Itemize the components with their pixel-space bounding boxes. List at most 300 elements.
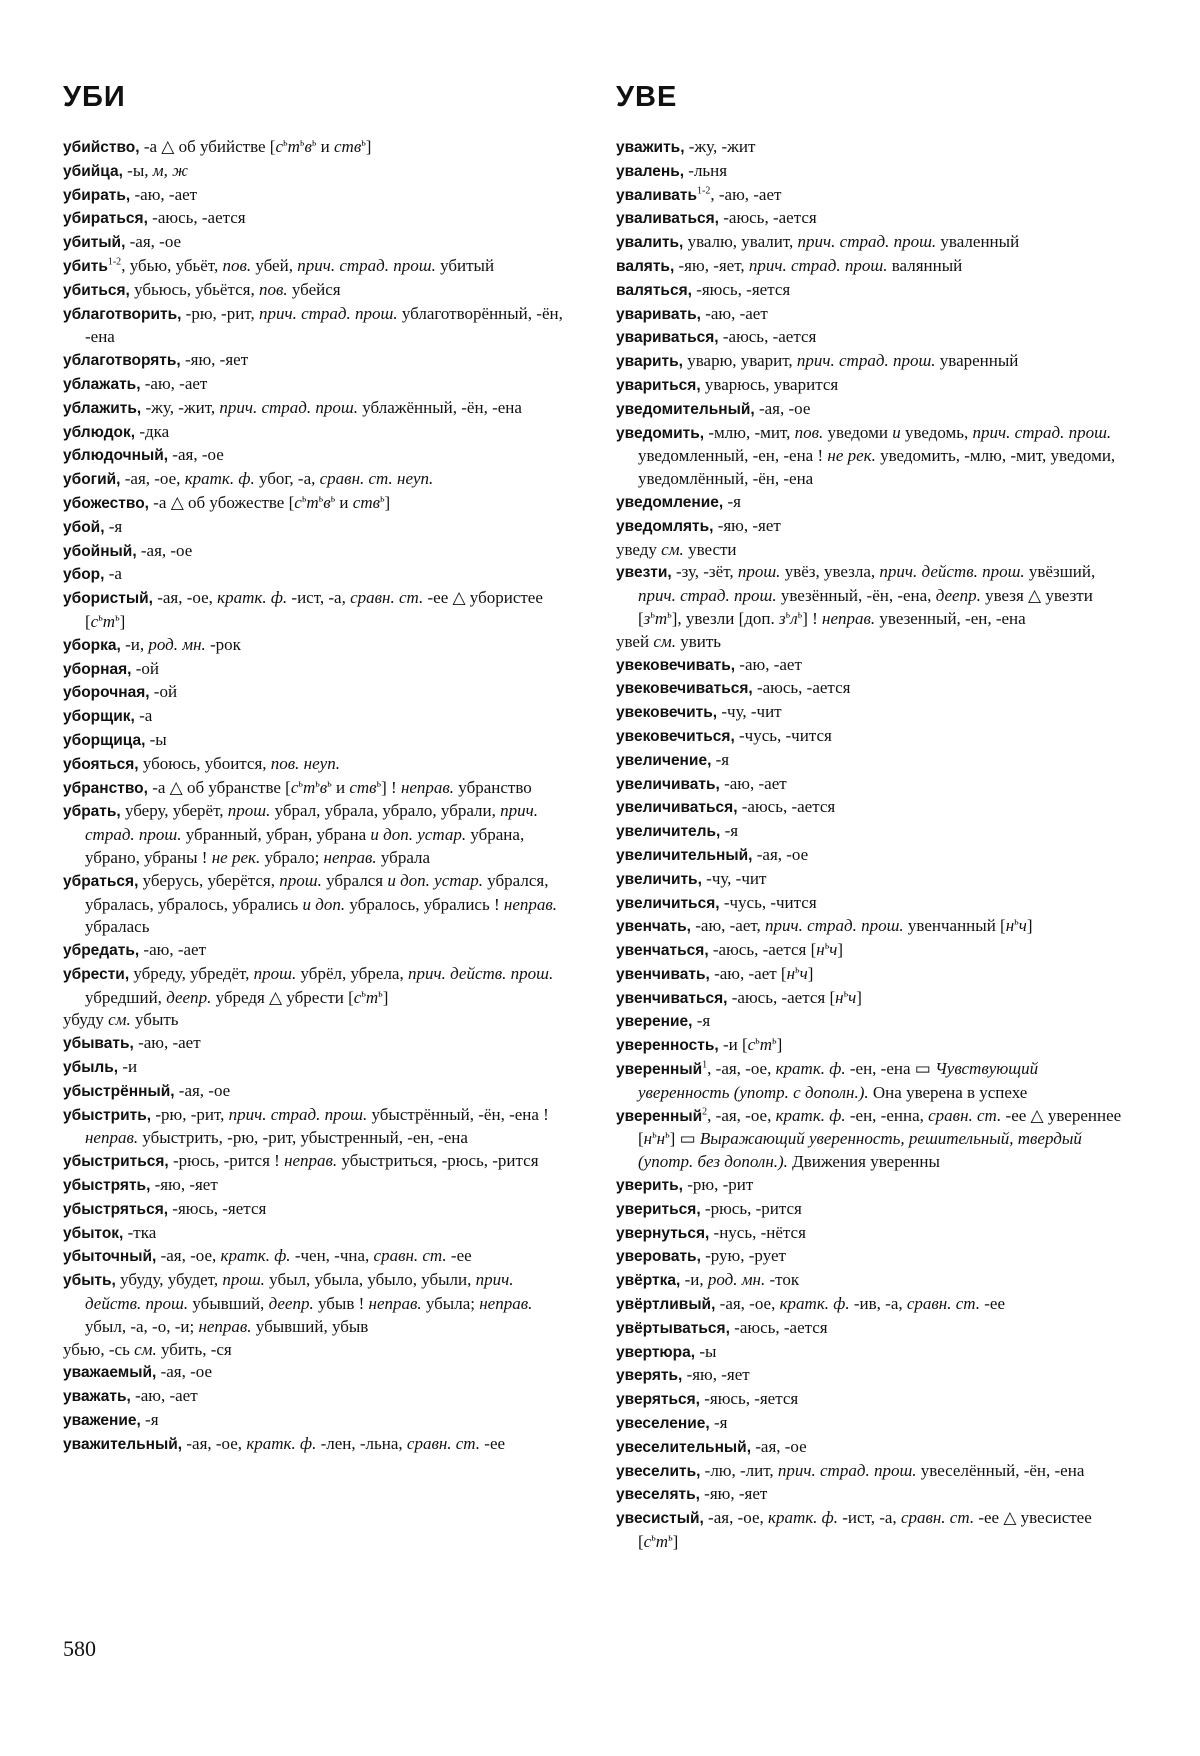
entry-text: -а: [134, 706, 153, 726]
headword: уверить,: [616, 1177, 683, 1195]
superscript: ь: [115, 612, 120, 624]
dictionary-entry: [63, 1269, 573, 1338]
grammar-note: прич. страд. прош.: [228, 1104, 368, 1124]
headword: ублюдок,: [63, 423, 136, 441]
entry-text: , убью, убьёт,: [121, 255, 223, 275]
entry-text: -ая, -ое: [136, 540, 193, 560]
headword: убираться,: [63, 210, 148, 228]
grammar-note: прич. страд. прош.: [765, 916, 904, 936]
grammar-note: кратк. ф.: [184, 469, 255, 489]
headword: увенчиваться,: [616, 989, 728, 1007]
grammar-note: ств: [349, 777, 377, 797]
grammar-note: н: [835, 987, 844, 1007]
grammar-note: прич. страд. прош.: [258, 303, 398, 323]
entry-text: -рюсь, -рится !: [168, 1151, 285, 1171]
headword: увенчивать,: [616, 965, 710, 983]
entry-text: -и,: [680, 1270, 708, 1290]
entry-text: ]: [837, 940, 844, 960]
grammar-note: н: [656, 1129, 666, 1149]
dictionary-entry: [63, 184, 573, 208]
headword: убредать,: [63, 942, 140, 960]
headword: уваливать: [616, 186, 698, 204]
dictionary-entry: [63, 1056, 573, 1080]
entry-text: -рю, -рит,: [151, 1104, 229, 1124]
entry-text: ]: [672, 1532, 679, 1552]
entry-text: убралось, убрались !: [345, 894, 504, 914]
headword: убыстрить,: [63, 1106, 152, 1124]
entry-text: убывший,: [188, 1294, 269, 1314]
entry-text: , -ая, -ое,: [707, 1059, 776, 1079]
entry-text: ]: [776, 1035, 783, 1055]
entry-text: убранство: [454, 777, 532, 797]
entry-text: -аю, -ает: [140, 373, 208, 393]
entry-text: -аю, -ает [: [709, 963, 787, 983]
dictionary-entry: [616, 184, 1130, 208]
entry-text: -ая, -ое,: [156, 1246, 221, 1266]
headword: убрести,: [63, 965, 130, 983]
dictionary-entry: [63, 1433, 573, 1457]
entry-text: -чусь, -чится: [734, 725, 832, 745]
dictionary-entry: [616, 1341, 1130, 1365]
grammar-note: т: [306, 492, 319, 512]
superscript: ь: [327, 777, 332, 789]
grammar-note: ч: [799, 963, 808, 983]
headword: уборщица,: [63, 731, 146, 749]
dictionary-entry: [616, 1269, 1130, 1293]
entry-text: -яю, -яет,: [674, 255, 749, 275]
grammar-note: кратк. ф.: [768, 1508, 839, 1528]
dictionary-entry: [616, 1507, 1130, 1554]
headword: ублажать,: [63, 375, 141, 393]
dictionary-entry: [63, 255, 573, 279]
entry-text: -ая, -ое: [754, 398, 811, 418]
grammar-note: и доп. устар.: [370, 825, 467, 845]
dictionary-entry: [63, 207, 573, 231]
entry-text: убыстриться, -рюсь, -рится: [337, 1151, 539, 1171]
headword: увёртливый,: [616, 1296, 716, 1314]
headword: увертюра,: [616, 1343, 696, 1361]
headword: убыточный,: [63, 1248, 157, 1266]
entry-text: -ы,: [122, 160, 153, 180]
headword: уборная,: [63, 660, 132, 678]
entry-text: -яю, -яет: [699, 1484, 768, 1504]
dictionary-entry: [616, 820, 1130, 844]
grammar-note: Чувствующий уверенность (употр. с дополн.).: [638, 1059, 1039, 1102]
dictionary-entry: [616, 1364, 1130, 1388]
headword: уважительный,: [63, 1435, 183, 1453]
entry-text: увезенный, -ен, -ена: [875, 608, 1026, 628]
headword: увековечивать,: [616, 656, 736, 674]
entry-text: -я: [711, 749, 730, 769]
entry-text: -и,: [120, 634, 149, 654]
entry-text: убыв !: [313, 1294, 369, 1314]
entry-text: -я: [140, 1410, 159, 1430]
entry-text: убыл, убыла, убыло, убыли,: [264, 1270, 476, 1290]
headword: убыть,: [63, 1272, 116, 1290]
dictionary-entry: [616, 1317, 1130, 1341]
dictionary-entry: [616, 1198, 1130, 1222]
entry-text: -аюсь, -ается [: [727, 987, 836, 1007]
entry-text: убрала: [376, 847, 431, 867]
entry-text: -яю, -яет: [180, 350, 249, 370]
superscript: 1: [702, 1059, 708, 1071]
entry-text: -льня: [684, 160, 728, 180]
headword: уверенный: [616, 1061, 703, 1079]
headword: ублюдочный,: [63, 447, 169, 465]
entry-text: увёзший,: [1024, 562, 1096, 582]
grammar-note: не рек.: [827, 446, 876, 466]
entry-text: убог, -а,: [254, 469, 320, 489]
entry-text: -ее: [980, 1294, 1006, 1314]
grammar-note: неправ.: [368, 1294, 422, 1314]
dictionary-entry: [616, 749, 1130, 773]
headword: убор,: [63, 566, 105, 584]
headword: убыток,: [63, 1224, 124, 1242]
headword: уборочная,: [63, 684, 150, 702]
dictionary-entry: [63, 1198, 573, 1222]
dictionary-entry: [63, 444, 573, 468]
entry-text: -яю, -яет: [713, 515, 781, 535]
grammar-note: ств: [352, 492, 380, 512]
entry-text: -рую, -рует: [700, 1246, 786, 1266]
dictionary-entry: [63, 587, 573, 634]
dictionary-entry: [616, 631, 1130, 654]
entry-text: увей: [616, 631, 654, 651]
dictionary-entry: [616, 374, 1130, 398]
superscript: 1-2: [107, 256, 122, 268]
dictionary-entry: [616, 1412, 1130, 1436]
dictionary-entry: [63, 753, 573, 777]
superscript: ь: [668, 1532, 673, 1544]
superscript: ь: [378, 988, 383, 1000]
superscript: ь: [330, 493, 336, 505]
entry-text: убить, -ся: [156, 1339, 232, 1359]
dictionary-entry: [616, 915, 1130, 939]
entry-text: -аюсь, -ается: [729, 1317, 828, 1337]
entry-text: -ая, -ое: [156, 1362, 213, 1382]
entry-text: Она уверена в успехе: [868, 1082, 1028, 1102]
headword: увеличительный,: [616, 846, 753, 864]
entry-text: убрёл, убрела,: [296, 963, 408, 983]
grammar-note: кратк. ф.: [217, 588, 288, 608]
superscript: ь: [298, 777, 303, 789]
entry-text: ] ▭: [669, 1129, 700, 1149]
dictionary-entry: [63, 681, 573, 705]
headword: убыстряться,: [63, 1200, 169, 1218]
grammar-note: Выражающий уверенность, решительный, твердый (употр. без дополн.).: [638, 1129, 1082, 1172]
entry-text: убьюсь, убьётся,: [129, 279, 259, 299]
dictionary-entry: [63, 1080, 573, 1104]
dictionary-entry: [616, 939, 1130, 963]
entry-text: -аю, -ает: [700, 303, 768, 323]
right-running-header: УВЕ: [616, 81, 678, 113]
entry-text: -ен, -ена ▭: [845, 1059, 936, 1079]
grammar-note: прич. страд. прош.: [972, 422, 1112, 442]
entry-text: -я: [723, 491, 741, 511]
grammar-note: ств: [334, 137, 362, 156]
headword: валяться,: [616, 281, 692, 299]
dictionary-entry: [616, 1034, 1130, 1058]
entry-text: убрана, убрано, убраны !: [85, 825, 525, 867]
dictionary-entry: [63, 1032, 573, 1056]
entry-text: -ее: [480, 1433, 506, 1453]
dictionary-entry: [616, 160, 1130, 184]
entry-text: -ток: [765, 1270, 800, 1290]
entry-text: убыстрить, -рю, -рит, убыстренный, -ен, -ена: [138, 1128, 468, 1148]
headword: убранство,: [63, 779, 148, 797]
entry-text: убывший, убыв: [251, 1316, 369, 1336]
grammar-note: сравн. ст.: [350, 588, 424, 608]
superscript: ь: [667, 609, 672, 621]
headword: увековечиваться,: [616, 680, 753, 698]
entry-text: убрался, убралась, убралось, убрались: [85, 870, 549, 914]
headword: уваривать,: [616, 305, 701, 323]
grammar-note: сравн. ст. неуп.: [319, 469, 434, 489]
grammar-note: с: [643, 1532, 652, 1552]
entry-text: -ая, -ое: [752, 844, 809, 864]
entry-text: ублажённый, -ён, -ена: [357, 397, 522, 417]
headword: уверение,: [616, 1013, 693, 1031]
dictionary-entry: [63, 1245, 573, 1269]
grammar-note: т: [287, 137, 300, 156]
headword: уважать,: [63, 1388, 131, 1406]
dictionary-entry: [616, 491, 1130, 515]
dictionary-entry: [63, 963, 573, 1010]
headword: увериться,: [616, 1200, 701, 1218]
entry-text: ] !: [381, 777, 401, 797]
grammar-note: сравн. ст.: [900, 1508, 975, 1528]
entry-text: -аю, -ает: [735, 654, 802, 674]
grammar-note: т: [365, 987, 379, 1007]
headword: убыстрённый,: [63, 1082, 175, 1100]
superscript: ь: [651, 1532, 656, 1544]
superscript: ь: [1014, 916, 1019, 928]
entry-text: -аю, -ает,: [690, 916, 766, 936]
headword: увеличивать,: [616, 775, 720, 793]
entry-text: -аюсь, -ается: [718, 208, 817, 228]
dictionary-entry: [63, 1339, 573, 1362]
headword: увеселительный,: [616, 1438, 751, 1456]
headword: увеселить,: [616, 1462, 701, 1480]
entry-text: увезённый, -ён, -ена,: [776, 586, 936, 606]
grammar-note: прич. страд. прош.: [748, 255, 888, 275]
entry-text: -рюсь, -рится: [700, 1198, 802, 1218]
superscript: ь: [824, 940, 830, 952]
entry-text: -ая, -ое: [174, 1080, 231, 1100]
headword: ублаготворять,: [63, 352, 181, 370]
entry-text: уведомить, -млю, -мит, уведоми, уведомлённый, -ён, -ена: [638, 446, 1116, 489]
dictionary-entry: [63, 705, 573, 729]
headword: убыстрять,: [63, 1177, 151, 1195]
grammar-note: см.: [134, 1339, 157, 1359]
entry-text: и: [331, 777, 350, 797]
entry-text: увести: [683, 539, 737, 559]
entry-text: -чусь, -чится: [719, 892, 817, 912]
headword: убить: [63, 257, 108, 275]
dictionary-entry: [616, 1058, 1130, 1105]
grammar-note: ч: [829, 940, 838, 960]
headword: убиться,: [63, 281, 130, 299]
grammar-note: неправ.: [400, 777, 455, 797]
headword: убогий,: [63, 471, 121, 489]
left-entry-list: [63, 136, 573, 1457]
entry-text: -а △ об убранстве [: [147, 777, 291, 797]
dictionary-entry: [63, 800, 573, 869]
grammar-note: с: [90, 611, 99, 631]
headword: уверяться,: [616, 1391, 700, 1409]
superscript: ь: [376, 777, 382, 789]
grammar-note: неправ.: [85, 1128, 139, 1148]
dictionary-entry: [63, 279, 573, 303]
dictionary-entry: [616, 136, 1130, 160]
dictionary-entry: [63, 492, 573, 516]
entry-text: убитый: [435, 255, 495, 275]
headword: увековечиться,: [616, 727, 735, 745]
entry-text: убей,: [251, 255, 298, 275]
dictionary-entry: [63, 349, 573, 373]
superscript: ь: [361, 137, 366, 149]
grammar-note: неправ.: [284, 1151, 338, 1171]
dictionary-entry: [616, 963, 1130, 987]
headword: увеличиться,: [616, 894, 720, 912]
entry-text: ]: [1026, 916, 1033, 936]
grammar-note: м, ж: [152, 160, 188, 180]
grammar-note: з: [643, 608, 651, 628]
dictionary-entry: [616, 773, 1130, 797]
grammar-note: кратк. ф.: [246, 1433, 317, 1453]
grammar-note: и доп.: [302, 894, 346, 914]
headword: убыль,: [63, 1059, 119, 1077]
entry-text: убрался: [321, 870, 388, 890]
entry-text: -я: [709, 1413, 728, 1433]
dictionary-entry: [616, 279, 1130, 303]
headword: убористый,: [63, 590, 153, 608]
entry-text: -ист, -а,: [838, 1508, 901, 1528]
entry-text: убыстрённый, -ён, -ена !: [367, 1104, 549, 1124]
grammar-note: и: [892, 422, 901, 442]
entry-text: -аю, -ает: [133, 1033, 201, 1053]
entry-text: -аю, -ает: [130, 184, 198, 204]
dictionary-entry: [63, 658, 573, 682]
dictionary-entry: [616, 255, 1130, 279]
entry-text: -аюсь, -ается [: [708, 940, 817, 960]
dictionary-entry: [616, 1293, 1130, 1317]
grammar-note: н: [816, 940, 825, 960]
grammar-note: неправ.: [479, 1294, 533, 1314]
entry-text: -аюсь, -ается: [147, 208, 246, 228]
entry-text: убреду, убредёт,: [129, 963, 254, 983]
entry-text: увёз, увезла,: [780, 562, 880, 582]
grammar-note: прич. действ. прош.: [407, 963, 554, 983]
grammar-note: ч: [1018, 916, 1027, 936]
entry-text: убрал, убрала, убрало, убрали,: [270, 801, 501, 821]
headword: уваливаться,: [616, 210, 719, 228]
grammar-note: прош.: [253, 963, 297, 983]
entry-text: -аюсь, -ается: [718, 327, 817, 347]
entry-text: -яю, -яет: [682, 1365, 750, 1385]
dictionary-entry: [63, 136, 573, 160]
superscript: ь: [315, 777, 320, 789]
superscript: ь: [361, 988, 366, 1000]
entry-text: -рю, -рит: [683, 1175, 754, 1195]
headword: уведомление,: [616, 493, 724, 511]
headword: уверенность,: [616, 1037, 719, 1055]
headword: увёртываться,: [616, 1319, 730, 1337]
headword: уварить,: [616, 353, 683, 371]
dictionary-entry: [616, 515, 1130, 539]
grammar-note: неправ.: [323, 847, 377, 867]
headword: убраться,: [63, 872, 139, 890]
entry-text: -аю, -ает: [130, 1386, 198, 1406]
dictionary-entry: [616, 1222, 1130, 1246]
grammar-note: прич. страд. прош.: [297, 255, 436, 275]
grammar-note: кратк. ф.: [779, 1294, 850, 1314]
headword: уборщик,: [63, 708, 135, 726]
headword: убыстриться,: [63, 1153, 169, 1171]
dictionary-entry: [616, 207, 1130, 231]
headword: убойный,: [63, 542, 137, 560]
grammar-note: прош.: [222, 1270, 265, 1290]
grammar-note: прич. страд. прош.: [796, 351, 936, 371]
dictionary-entry: [616, 1460, 1130, 1484]
dictionary-entry: [63, 939, 573, 963]
entry-text: -я: [104, 516, 123, 536]
entry-text: -ая, -ое: [751, 1436, 807, 1456]
entry-text: уведомленный, -ен, -ена !: [638, 446, 828, 466]
grammar-note: неправ.: [198, 1316, 252, 1336]
entry-text: -ист, -а,: [287, 588, 351, 608]
right-entry-list: [616, 136, 1130, 1554]
superscript: ь: [301, 493, 307, 505]
entry-text: -аю, -ает: [719, 773, 787, 793]
headword: увеличить,: [616, 870, 702, 888]
dictionary-entry: [63, 1409, 573, 1433]
entry-text: -яюсь, -яется: [168, 1198, 267, 1218]
entry-text: -жу, -жит: [684, 137, 756, 156]
headword: увеселение,: [616, 1415, 710, 1433]
grammar-note: и доп. устар.: [387, 870, 483, 890]
entry-text: -ее: [446, 1246, 472, 1266]
entry-text: убуду: [63, 1010, 109, 1030]
headword: убрать,: [63, 803, 121, 821]
grammar-note: см.: [653, 631, 676, 651]
entry-text: ]: [856, 987, 862, 1007]
dictionary-entry: [63, 160, 573, 184]
entry-text: убью, -сь: [63, 1339, 135, 1359]
grammar-note: пов.: [222, 255, 252, 275]
entry-text: -ая, -ое,: [703, 1508, 768, 1528]
dictionary-entry: [63, 563, 573, 587]
grammar-note: прич. действ. прош.: [879, 562, 1025, 582]
entry-text: -и [: [718, 1035, 748, 1055]
superscript: ь: [98, 612, 103, 624]
headword: увариться,: [616, 376, 701, 394]
headword: увариваться,: [616, 329, 719, 347]
headword: ублажить,: [63, 399, 142, 417]
entry-text: -ая, -ое,: [715, 1294, 780, 1314]
entry-text: и: [316, 137, 334, 156]
superscript: ь: [652, 1129, 657, 1141]
grammar-note: н: [1005, 916, 1015, 936]
grammar-note: в: [304, 137, 312, 156]
entry-text: ]: [365, 137, 372, 156]
entry-text: убредший,: [85, 987, 167, 1007]
headword: увалень,: [616, 162, 685, 180]
dictionary-entry: [616, 1245, 1130, 1269]
headword: увезти,: [616, 564, 672, 582]
headword: увеселять,: [616, 1486, 700, 1504]
superscript: 2: [702, 1106, 708, 1118]
